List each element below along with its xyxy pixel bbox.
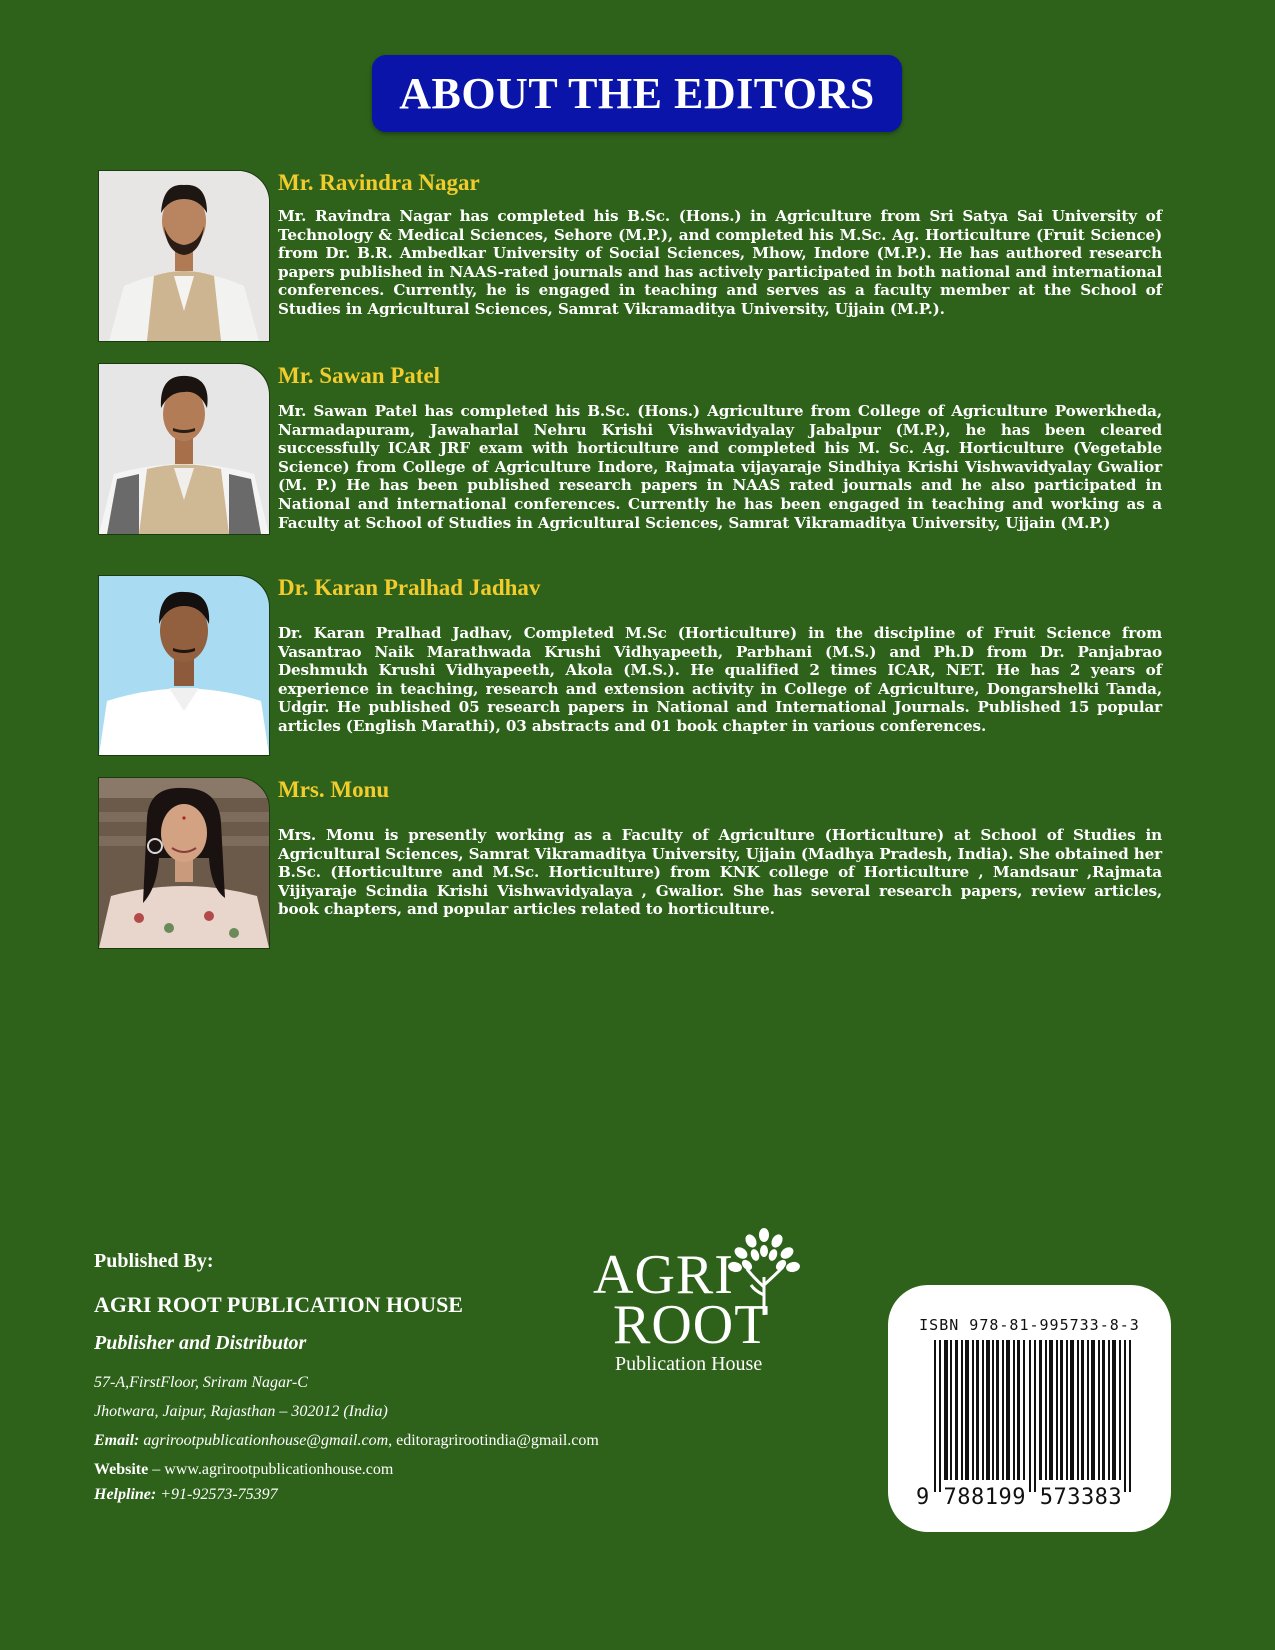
editor-monu (98, 777, 1162, 949)
publisher-helpline (94, 1486, 278, 1504)
title-banner (372, 55, 902, 132)
editor-photo (98, 363, 270, 535)
website-label: Website (94, 1461, 149, 1478)
editor-bio: Dr. Karan Pralhad Jadhav, Completed M.Sc (Horticulture) in the discipline of Fruit Science from Vasantrao Naik Marathwada Krushi Vidhyapeeth, Parbhani (M.S.) and Ph.D from Dr. Panjabrao Deshmukh Krushi Vidhyapeeth, Akola (M.S.). He qualified 2 times ICAR, NET. He has 2 years of experience in teaching, research and extension activity in College of Agriculture, Dongarshelki Tanda, Udgir. He published 05 research papers in National and International Journals. Published 15 popular articles (English Marathi), 03 abstracts and 01 book chapter in various conferences. (278, 624, 1162, 735)
editor-bio: Mr. Ravindra Nagar has completed his B.Sc. (Hons.) in Agriculture from Sri Satya Sai University of Technology & Medical Sciences, Sehore (M.P.), and completed his M.Sc. Ag. Horticulture (Fruit Science) from Dr. B.R. Ambedkar University of Social Sciences, Mhow, Indore (M.P.). He has authored research papers published in NAAS-rated journals and has actively participated in both national and international conferences. Currently, he is engaged in teaching and serves as a faculty member at the School of Studies in Agricultural Sciences, Samrat Vikramaditya University, Ujjain (M.P.). (278, 207, 1162, 318)
editor-photo (98, 170, 270, 342)
barcode-digits: 9 788199 573383 (916, 1485, 1123, 1510)
editor-karan-pralhad-jadhav (98, 575, 1162, 755)
email-label: Email: (94, 1432, 140, 1449)
editor-name: Mrs. Monu (278, 777, 390, 802)
publisher-website (94, 1461, 393, 1479)
email-link-2[interactable]: editoragrirootindia@gmail.com (396, 1432, 599, 1449)
editor-name: Mr. Sawan Patel (278, 363, 441, 388)
publisher-address-line2: Jhotwara, Jaipur, Rajasthan – 302012 (India) (94, 1403, 388, 1420)
editor-sawan-patel (98, 363, 1162, 535)
publisher-role: Publisher and Distributor (94, 1332, 307, 1354)
editor-name: Dr. Karan Pralhad Jadhav (278, 575, 541, 600)
helpline-label: Helpline: (94, 1486, 157, 1503)
editor-photo (98, 777, 270, 949)
isbn-barcode-box (888, 1285, 1171, 1532)
published-by-label: Published By: (94, 1250, 214, 1272)
agri-root-logo (585, 1225, 810, 1375)
website-link[interactable]: – www.agrirootpublicationhouse.com (152, 1461, 394, 1478)
isbn-label: ISBN 978-81-995733-8-3 (919, 1316, 1140, 1334)
publisher-address-line1: 57-A,FirstFloor, Sriram Nagar-C (94, 1374, 308, 1391)
helpline-number: +91-92573-75397 (160, 1486, 278, 1503)
page-title: ABOUT THE EDITORS (399, 69, 875, 118)
logo-subtitle: Publication House (615, 1353, 763, 1375)
logo-text-root: ROOT (613, 1294, 770, 1356)
publisher-email (94, 1432, 599, 1450)
editor-ravindra-nagar (98, 170, 1162, 342)
editor-bio: Mr. Sawan Patel has completed his B.Sc. (Hons.) Agriculture from College of Agriculture Powerkheda, Narmadapuram, Jawaharlal Nehru Krishi Vishwavidyalay Jabalpur (M.P.), he has been cleared successfully ICAR JRF exam with horticulture and completed his M. Sc. Ag. Horticulture (Vegetable Science) from College of Agriculture Indore, Rajmata vijayaraje Sindhiya Krishi Vishwavidyalay Gwalior (M. P.) He has been published research papers in NAAS rated journals and he also participated in National and international conferences. Currently he has been engaged in teaching and working as a Faculty at School of Studies in Agricultural Sciences, Samrat Vikramaditya University, Ujjain (M.P.) (278, 402, 1162, 532)
editor-photo (98, 575, 270, 756)
logo-text-agri: AGRI (593, 1244, 734, 1306)
editor-name: Mr. Ravindra Nagar (278, 170, 480, 195)
publisher-name: AGRI ROOT PUBLICATION HOUSE (94, 1292, 463, 1317)
email-link-1[interactable]: agrirootpublicationhouse@gmail.com, (143, 1432, 393, 1449)
editor-bio: Mrs. Monu is presently working as a Faculty of Agriculture (Horticulture) at School of Studies in Agricultural Sciences, Samrat Vikramaditya University, Ujjain (Madhya Pradesh, India). She obtained her B.Sc. (Horticulture and M.Sc. Horticulture) from KNK college of Horticulture , Mandsaur ,Rajmata Vijiyaraje Scindia Krishi Vishwavidyalaya , Gwalior. She has several research papers, review articles, book chapters, and popular articles related to horticulture. (278, 826, 1162, 919)
